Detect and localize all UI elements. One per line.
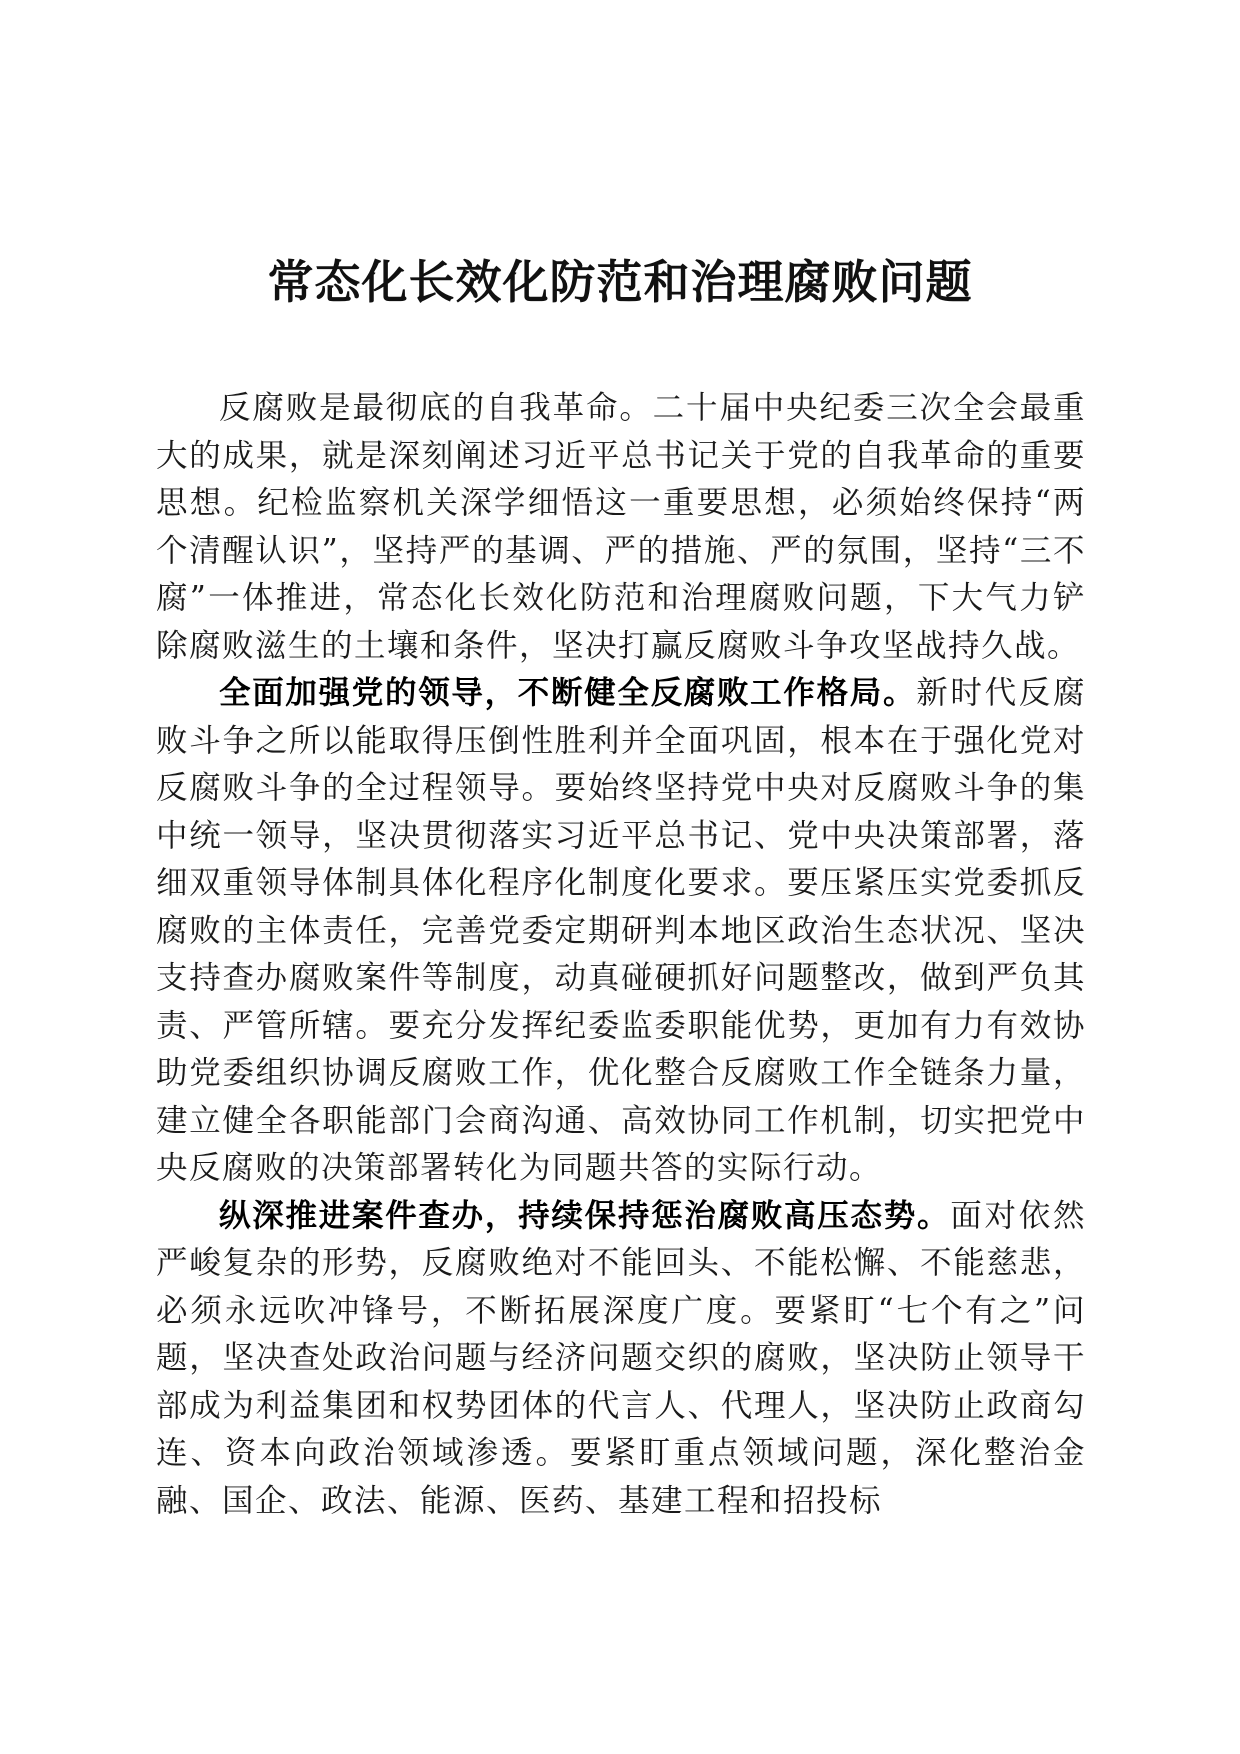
paragraph-intro	[156, 385, 1086, 670]
paragraph-party-leadership	[156, 670, 1086, 1193]
paragraph-text: 反腐败是最彻底的自我革命。二十届中央纪委三次全会最重大的成果，就是深刻阐述习近平总书记关于党的自我革命的重要思想。纪检监察机关深学细悟这一重要思想，必须始终保持“两个清醒认识”，坚持严的基调、严的措施、严的氛围，坚持“三不腐”一体推进，常态化长效化防范和治理腐败问题，下大气力铲除腐败滋生的土壤和条件，坚决打赢反腐败斗争攻坚战持久战。	[156, 390, 1086, 664]
paragraph-text: 面对依然严峻复杂的形势，反腐败绝对不能回头、不能松懈、不能慈悲，必须永远吹冲锋号，不断拓展深度广度。要紧盯“七个有之”问题，坚决查处政治问题与经济问题交织的腐败，坚决防止领导干部成为利益集团和权势团体的代言人、代理人，坚决防止政商勾连、资本向政治领域渗透。要紧盯重点领域问题，深化整治金融、国企、政法、能源、医药、基建工程和招投标	[156, 1197, 1086, 1519]
paragraph-heading: 纵深推进案件查办，持续保持惩治腐败高压态势。	[219, 1197, 951, 1234]
document-title: 常态化长效化防范和治理腐败问题	[267, 255, 973, 309]
paragraph-case-handling	[156, 1193, 1086, 1526]
paragraph-heading: 全面加强党的领导，不断健全反腐败工作格局。	[219, 675, 917, 711]
document-body	[156, 385, 1086, 1525]
paragraph-text: 新时代反腐败斗争之所以能取得压倒性胜利并全面巩固，根本在于强化党对反腐败斗争的全过程领导。要始终坚持党中央对反腐败斗争的集中统一领导，坚决贯彻落实习近平总书记、党中央决策部署，落细双重领导体制具体化程序化制度化要求。要压紧压实党委抓反腐败的主体责任，完善党委定期研判本地区政治生态状况、坚决支持查办腐败案件等制度，动真碰硬抓好问题整改，做到严负其责、严管所辖。要充分发挥纪委监委职能优势，更加有力有效协助党委组织协调反腐败工作，优化整合反腐败工作全链条力量，建立健全各职能部门会商沟通、高效协同工作机制，切实把党中央反腐败的决策部署转化为同题共答的实际行动。	[156, 675, 1086, 1186]
